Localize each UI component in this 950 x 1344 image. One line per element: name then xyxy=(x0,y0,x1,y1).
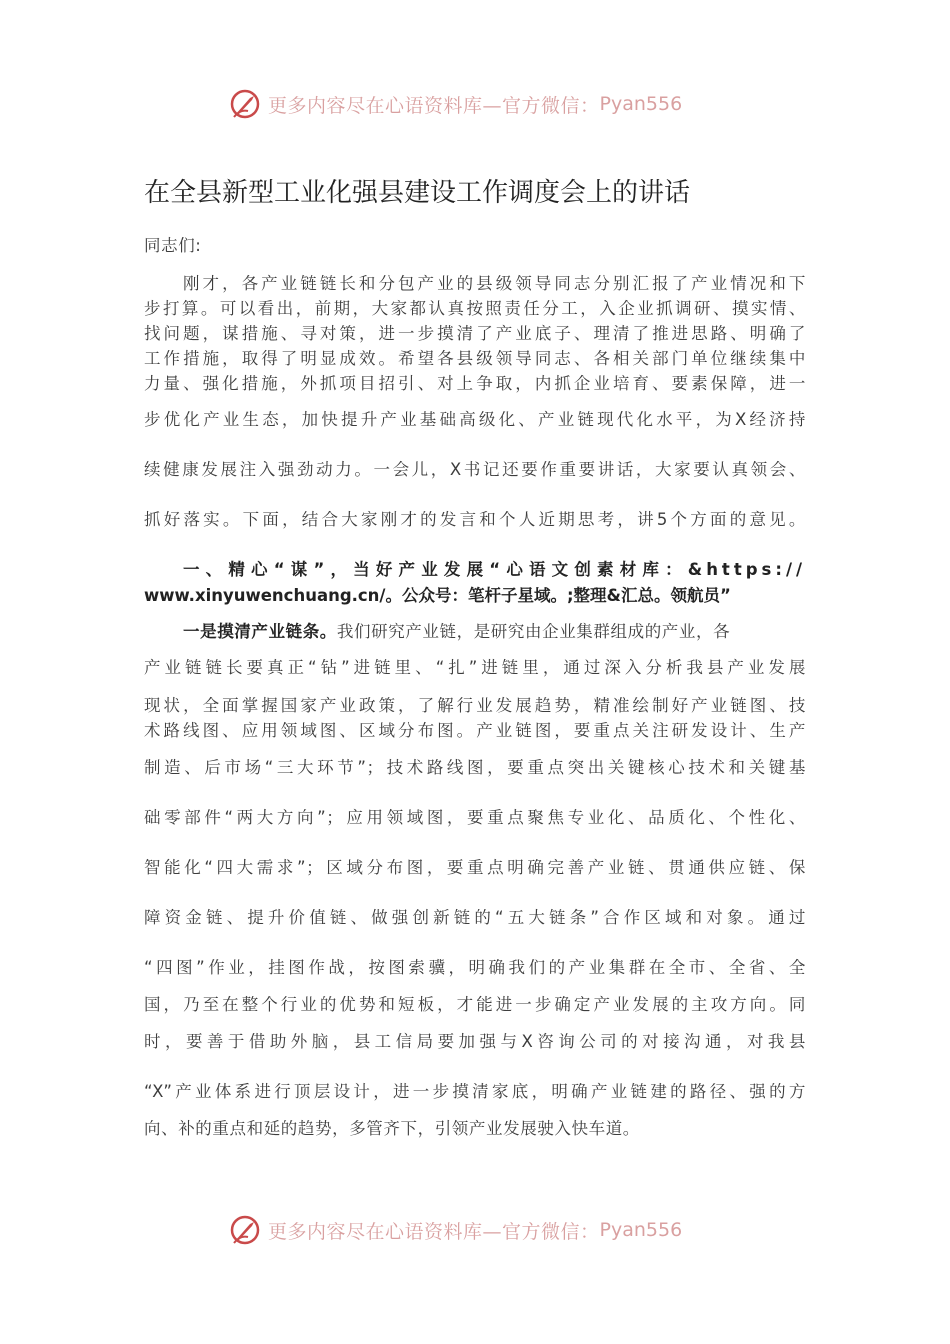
paragraph-line: 续健康发展注入强劲动力。一会儿，X书记还要作重要讲话，大家要认真领会、 xyxy=(144,460,806,479)
paragraph-line-last: 向、补的重点和延的趋势，多管齐下，引领产业发展驶入快车道。 xyxy=(144,1119,640,1138)
subheading-bold: 一是摸清产业链条。 xyxy=(183,622,337,641)
paragraph-line: 术路线图、应用领域图、区域分布图。产业链图，要重点关注研发设计、生产 xyxy=(144,721,806,740)
paragraph-line: 力量、强化措施，外抓项目招引、对上争取，内抓企业培育、要素保障，进一 xyxy=(144,374,806,393)
paragraph-line: “X”产业体系进行顶层设计，进一步摸清家底，明确产业链建的路径、强的方 xyxy=(144,1082,806,1101)
section-heading: 一、精心“谋”，当好产业发展“心语文创素材库：&https:// xyxy=(183,560,806,579)
watermark-text: 更多内容尽在心语资料库—官方微信： xyxy=(268,94,600,117)
watermark-footer xyxy=(228,1210,682,1250)
document-title: 在全县新型工业化强县建设工作调度会上的讲话 xyxy=(144,178,691,208)
paragraph-line: 抓好落实。下面，结合大家刚才的发言和个人近期思考，讲5个方面的意见。 xyxy=(144,510,806,529)
salutation: 同志们: xyxy=(144,236,202,255)
watermark-header xyxy=(228,84,682,124)
paragraph-line: 找问题，谋措施、寻对策，进一步摸清了产业底子、理清了推进思路、明确了 xyxy=(144,324,806,343)
pen-logo-icon xyxy=(228,87,262,121)
paragraph-line: 工作措施，取得了明显成效。希望各县级领导同志、各相关部门单位继续集中 xyxy=(144,349,806,368)
watermark-wechat-id: Pyan556 xyxy=(599,1219,683,1241)
watermark-text: 更多内容尽在心语资料库—官方微信： xyxy=(268,1220,600,1243)
section-heading-cont: www.xinyuwenchuang.cn/。公众号：笔杆子星域。;整理&汇总。领航员” xyxy=(144,586,731,605)
paragraph-line: 障资金链、提升价值链、做强创新链的“五大链条”合作区域和对象。通过 xyxy=(144,908,806,927)
paragraph-line: “四图”作业，挂图作战，按图索骥，明确我们的产业集群在全市、全省、全 xyxy=(144,958,806,977)
paragraph-line-first xyxy=(183,618,730,642)
paragraph-line: 刚才，各产业链链长和分包产业的县级领导同志分别汇报了产业情况和下 xyxy=(183,274,806,293)
paragraph-line: 现状，全面掌握国家产业政策，了解行业发展趋势，精准绘制好产业链图、技 xyxy=(144,696,806,715)
pen-logo-icon xyxy=(228,1213,262,1247)
paragraph-line: 时，要善于借助外脑，县工信局要加强与X咨询公司的对接沟通，对我县 xyxy=(144,1032,806,1051)
paragraph-line: 步优化产业生态，加快提升产业基础高级化、产业链现代化水平，为X经济持 xyxy=(144,410,806,429)
paragraph-line: 础零部件“两大方向”；应用领域图，要重点聚焦专业化、品质化、个性化、 xyxy=(144,808,806,827)
paragraph-line: 国，乃至在整个行业的优势和短板，才能进一步确定产业发展的主攻方向。同 xyxy=(144,995,806,1014)
paragraph-line: 智能化“四大需求”；区域分布图，要重点明确完善产业链、贯通供应链、保 xyxy=(144,858,806,877)
paragraph-line: 产业链链长要真正“钻”进链里、“扎”进链里，通过深入分析我县产业发展 xyxy=(144,658,806,677)
paragraph-line: 制造、后市场“三大环节”；技术路线图，要重点突出关键核心技术和关键基 xyxy=(144,758,806,777)
paragraph-line: 步打算。可以看出，前期，大家都认真按照责任分工，入企业抓调研、摸实情、 xyxy=(144,299,806,318)
watermark-wechat-id: Pyan556 xyxy=(599,93,683,115)
paragraph-text: 我们研究产业链，是研究由企业集群组成的产业，各 xyxy=(336,622,731,641)
